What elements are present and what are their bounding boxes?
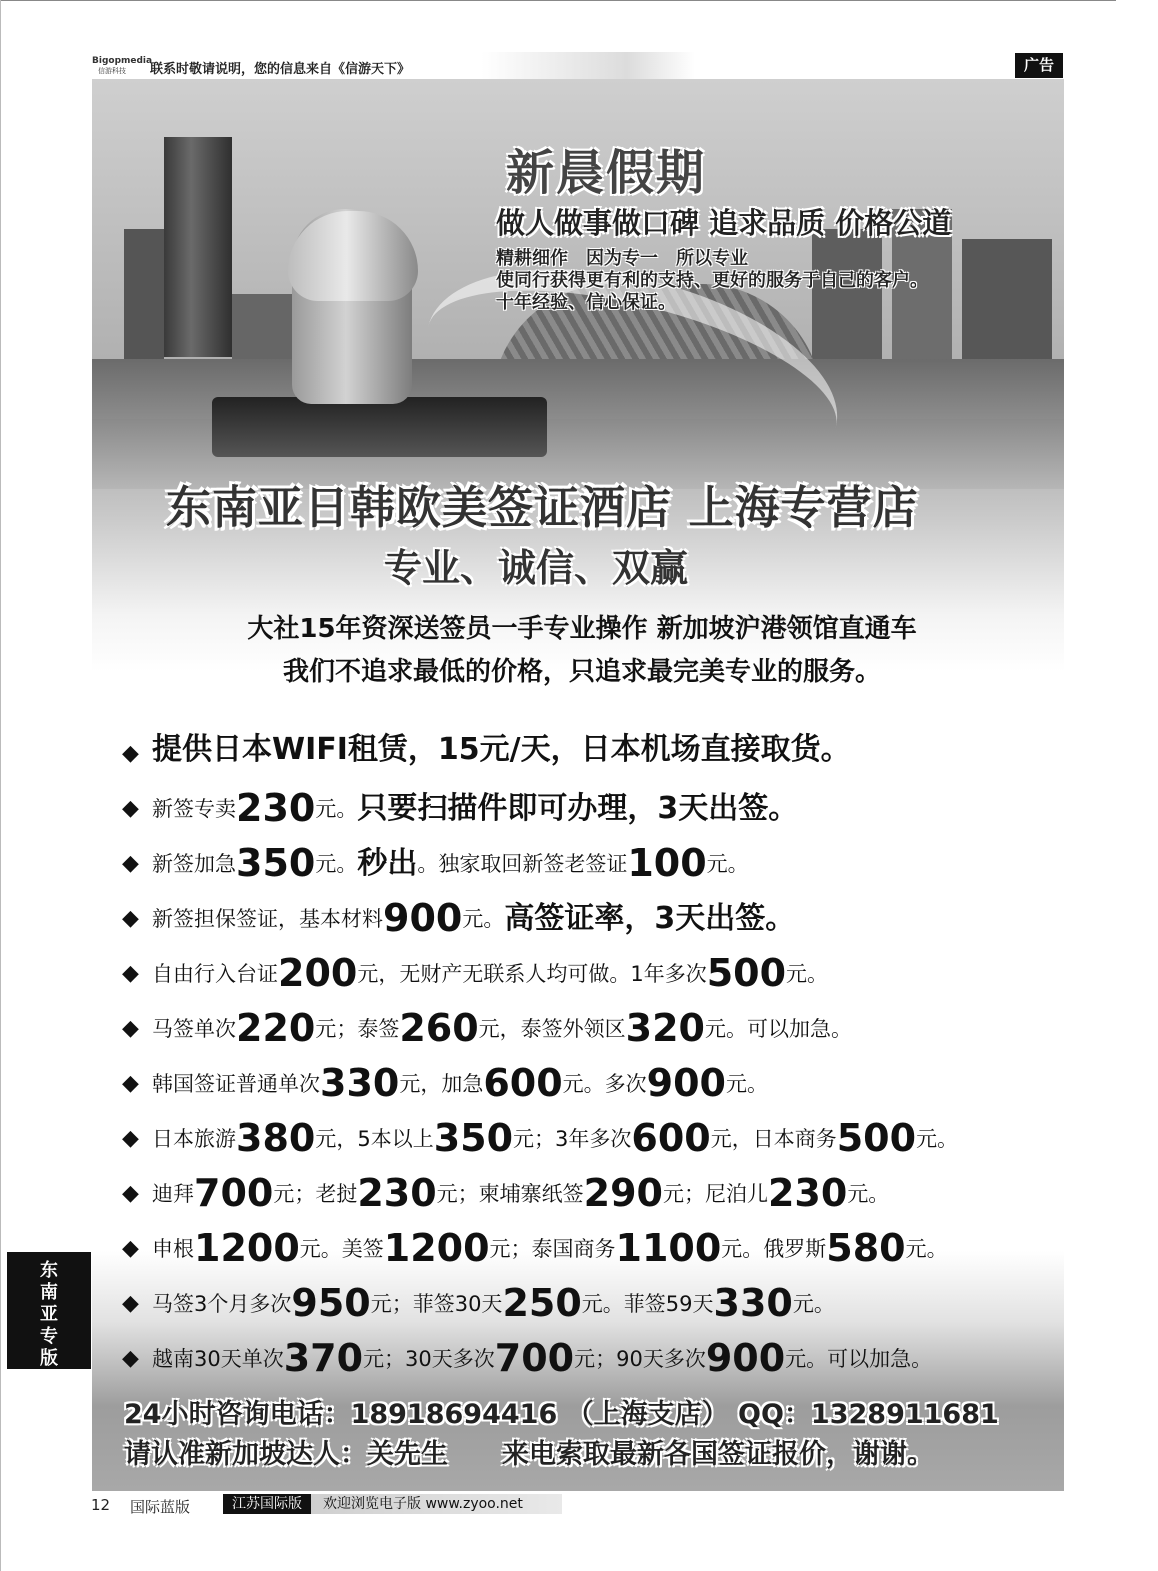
item-text: 韩国签证普通单次	[152, 1072, 320, 1096]
diamond-bullet-icon: ◆	[122, 906, 139, 931]
price: 380	[236, 1116, 316, 1160]
item-highlight: 秒出	[357, 846, 418, 881]
tagline: 精耕细作 因为专一 所以专业	[496, 248, 748, 269]
diamond-bullet-icon: ◆	[122, 1071, 139, 1096]
tagline: 使同行获得更有利的支持、更好的服务于自己的客户。	[496, 270, 928, 291]
price: 230	[357, 1171, 437, 1215]
item-text: 马签3个月多次	[152, 1292, 292, 1316]
price: 330	[320, 1061, 400, 1105]
price: 1100	[615, 1226, 722, 1270]
price: 350	[236, 841, 316, 885]
page-border	[0, 0, 1116, 1]
building-image	[232, 294, 292, 364]
price: 260	[399, 1006, 479, 1050]
price: 900	[646, 1061, 726, 1105]
list-item	[122, 1157, 1062, 1215]
item-text: 新签担保签证，基本材料	[152, 907, 383, 931]
price: 600	[631, 1116, 711, 1160]
price: 320	[625, 1006, 705, 1050]
tagline: 十年经验、信心保证。	[496, 292, 676, 313]
diamond-bullet-icon: ◆	[122, 1346, 139, 1371]
item-text: 元。	[792, 1292, 835, 1316]
intro-line: 大社15年资深送签员一手专业操作 新加坡沪港领馆直通车	[247, 614, 917, 644]
item-text: 迪拜	[152, 1182, 194, 1206]
brand-name: 新晨假期	[506, 145, 707, 201]
item-highlight: 只要扫描件即可办理，3天出签。	[357, 791, 799, 826]
item-text: 元。多次	[562, 1072, 647, 1096]
item-text: 元；30天多次	[363, 1347, 495, 1371]
price: 350	[433, 1116, 514, 1160]
price: 200	[278, 951, 358, 995]
price: 250	[502, 1281, 582, 1325]
diamond-bullet-icon: ◆	[122, 851, 139, 876]
subtitle: 专业、诚信、双赢	[384, 546, 689, 590]
item-text: 自由行入台证	[152, 962, 278, 986]
price: 600	[483, 1061, 563, 1105]
edition-label: 国际蓝版	[130, 1498, 191, 1516]
diamond-bullet-icon: ◆	[122, 741, 139, 766]
main-title: 东南亚日韩欧美签证酒店 上海专营店	[166, 481, 919, 534]
page-number: 12	[91, 1496, 111, 1514]
website-link[interactable]: 欢迎浏览电子版 www.zyoo.net	[311, 1494, 562, 1514]
diamond-bullet-icon: ◆	[122, 1126, 139, 1151]
item-text: 元。	[725, 1072, 768, 1096]
item-text: 元。	[462, 907, 505, 931]
item-text: 元，无财产无联系人均可做。1年多次	[357, 962, 707, 986]
price: 370	[283, 1336, 364, 1380]
item-text: 元。	[847, 1182, 890, 1206]
contact-phone: 24小时咨询电话：18918694416 （上海支店） QQ：1328911681	[124, 1399, 999, 1430]
item-text: 元。可以加急。	[785, 1347, 933, 1371]
source-note: 联系时敬请说明，您的信息来自《信游天下》	[150, 62, 411, 77]
item-text: 元；菲签30天	[370, 1292, 503, 1316]
item-text: 元。可以加急。	[704, 1017, 852, 1041]
list-item	[122, 1322, 1062, 1380]
ad-label: 广告	[1015, 53, 1063, 78]
item-text: 元；3年多次	[513, 1127, 632, 1151]
item-highlight: 高签证率，3天出签。	[504, 901, 796, 936]
logo-text: Bigopmedia	[92, 56, 153, 66]
item-text: 元；尼泊儿	[662, 1182, 768, 1206]
item-text: 元；老挝	[273, 1182, 358, 1206]
list-item	[122, 882, 1062, 940]
list-item	[122, 1047, 1062, 1105]
price: 500	[706, 951, 787, 995]
item-text: 元，日本商务	[710, 1127, 837, 1151]
skyscraper-image	[164, 137, 232, 357]
page-border-left	[0, 0, 1, 1571]
item-text: 元。	[786, 962, 829, 986]
price: 950	[291, 1281, 371, 1325]
list-item	[122, 1212, 1062, 1270]
item-text: 申根	[152, 1237, 194, 1261]
item-text: 新签加急	[152, 852, 236, 876]
section-tab	[7, 1252, 91, 1369]
list-item	[122, 1102, 1062, 1160]
list-item	[122, 827, 1062, 885]
item-text: 元。	[905, 1237, 948, 1261]
list-item	[122, 717, 1062, 772]
item-text: 越南30天单次	[152, 1347, 284, 1371]
item-text: 元。	[315, 852, 358, 876]
item-text: 新签专卖	[152, 797, 236, 821]
publisher-logo	[92, 56, 153, 76]
item-text: 元。菲签59天	[581, 1292, 714, 1316]
header-strip	[92, 52, 1065, 79]
building-image	[124, 229, 164, 359]
item-text: 元。	[706, 852, 749, 876]
price: 1200	[194, 1226, 300, 1270]
price: 220	[236, 1006, 316, 1050]
item-text: 。独家取回新签老签证	[417, 852, 628, 876]
price: 900	[383, 896, 463, 940]
price: 700	[194, 1171, 274, 1215]
diamond-bullet-icon: ◆	[122, 1291, 139, 1316]
list-item	[122, 992, 1062, 1050]
item-text: 元；柬埔寨纸签	[436, 1182, 584, 1206]
diamond-bullet-icon: ◆	[122, 1236, 139, 1261]
building-image	[962, 239, 1052, 359]
item-text: 元；泰国商务	[489, 1237, 616, 1261]
price: 230	[767, 1171, 848, 1215]
price: 700	[494, 1336, 575, 1380]
price: 290	[583, 1171, 663, 1215]
logo-subtext: 信游科技	[98, 67, 126, 75]
item-text: 日本旅游	[152, 1127, 236, 1151]
contact-person: 请认准新加坡达人：关先生 来电索取最新各国签证报价，谢谢。	[124, 1439, 934, 1470]
price: 100	[627, 841, 707, 885]
section-tab-label: 东南亚专版	[40, 1260, 58, 1369]
item-text: 元，加急	[399, 1072, 484, 1096]
item-text: 元。	[315, 797, 358, 821]
item-text: 提供日本WIFI租赁，15元/天，日本机场直接取货。	[152, 732, 851, 767]
item-text: 元；90天多次	[574, 1347, 706, 1371]
diamond-bullet-icon: ◆	[122, 796, 139, 821]
item-text: 元。	[916, 1127, 959, 1151]
list-item	[122, 937, 1062, 995]
price: 230	[236, 786, 316, 830]
price: 900	[705, 1336, 786, 1380]
edition-tag: 江苏国际版	[223, 1494, 311, 1514]
item-text: 元。美签	[299, 1237, 384, 1261]
item-text: 元。俄罗斯	[721, 1237, 827, 1261]
list-item	[122, 1267, 1062, 1325]
diamond-bullet-icon: ◆	[122, 1016, 139, 1041]
price: 500	[836, 1116, 917, 1160]
item-text: 元，泰签外领区	[478, 1017, 626, 1041]
item-text: 元；泰签	[315, 1017, 400, 1041]
diamond-bullet-icon: ◆	[122, 961, 139, 986]
item-text: 马签单次	[152, 1017, 236, 1041]
building-image	[812, 229, 882, 359]
advertisement	[92, 79, 1064, 1491]
intro-line: 我们不追求最低的价格，只追求最完美专业的服务。	[282, 657, 881, 687]
item-text: 元，5本以上	[315, 1127, 434, 1151]
brand-motto: 做人做事做口碑 追求品质 价格公道	[496, 206, 952, 240]
diamond-bullet-icon: ◆	[122, 1181, 139, 1206]
price-list	[122, 717, 1062, 1380]
price: 580	[826, 1226, 906, 1270]
price: 330	[713, 1281, 793, 1325]
price: 1200	[383, 1226, 490, 1270]
list-item	[122, 772, 1062, 830]
